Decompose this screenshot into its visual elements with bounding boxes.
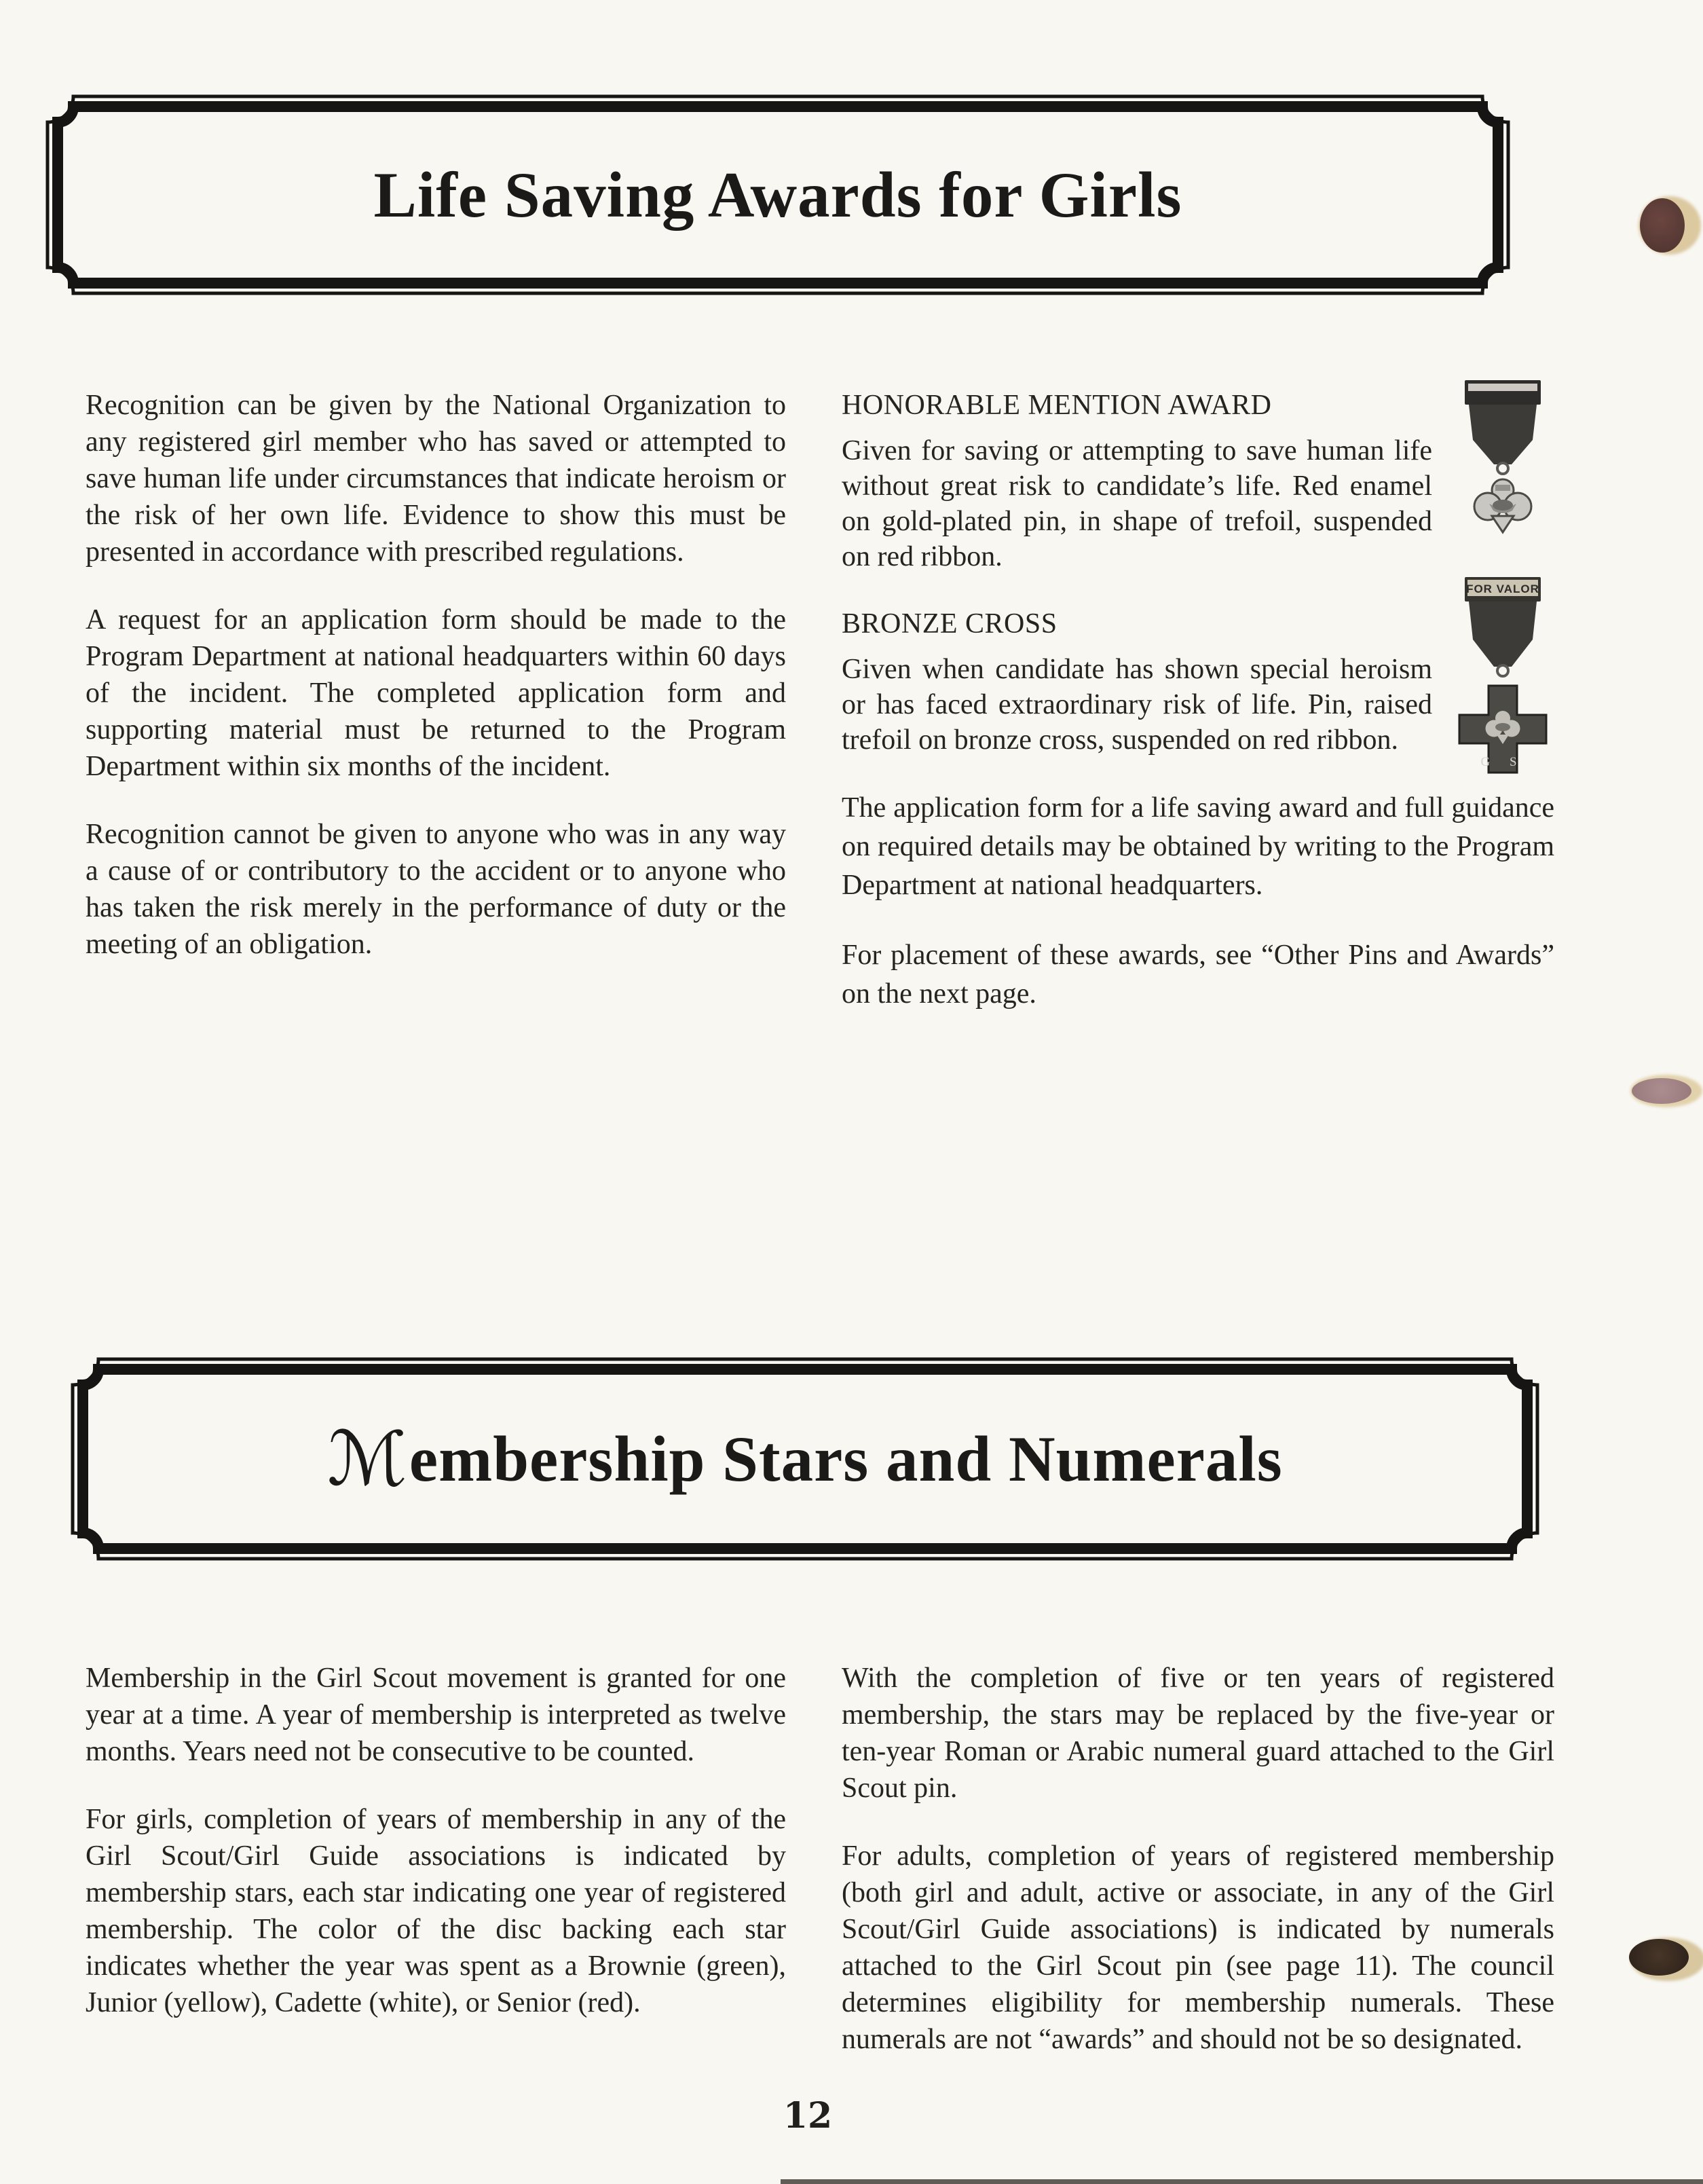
title-text: embership Stars and Numerals <box>409 1423 1283 1495</box>
binder-hole <box>1632 1078 1691 1104</box>
binder-hole <box>1629 1939 1689 1976</box>
life-saving-left-column <box>86 387 786 994</box>
page-number: 12 <box>783 2095 833 2136</box>
paragraph: Recognition cannot be given to anyone who was in any way a cause of or contributory to the accident or to anyone who has taken the risk merely in the performance of duty or the meeting of an obligation. <box>86 819 786 960</box>
paragraph: A request for an application form should be made to the Program Department at national headquarters within 60 days of the incident. The completed application form and supporting material must be returned to the Program Department within six months of the incident. <box>86 604 786 782</box>
award-description: Given when candidate has shown special heroism or has faced extraordinary risk of life. Pin, raised trefoil on bronze cross, suspended on red ribbon. <box>842 654 1432 756</box>
paragraph: The application form for a life saving award and full guidance on required details may be obtained by writing to the Program Department at national headquarters. <box>842 792 1554 901</box>
award-description: Given for saving or attempting to save human life without great risk to candidate’s life. Red enamel on gold-plated pin, in shape of trefoil, suspended on red ribbon. <box>842 435 1432 572</box>
medal-bar-text: FOR VALOR <box>1466 582 1539 595</box>
paragraph: For adults, completion of years of registered membership (both girl and adult, active or associate, in any of the Girl Scout/Girl Guide associations) is indicated by numerals attached to the Girl Scout pin (see page 11). The council determines eligibility for membership numerals. These numerals are not “awards” and should not be so designated. <box>842 1840 1554 2055</box>
membership-left-column <box>86 1660 786 2052</box>
bronze-cross-medal-icon <box>1444 572 1561 796</box>
honorable-mention-medal-icon <box>1444 375 1561 578</box>
membership-title-frame <box>70 1356 1540 1561</box>
paragraph: For girls, completion of years of membership in any of the Girl Scout/Girl Guide associations is indicated by membership stars, each star indicating one year of registered membership. The color of the disc backing each star indicates whether the year was spent as a Brownie (green), Junior (yellow), Cadette (white), or Senior (red). <box>86 1804 786 2018</box>
life-saving-title-frame <box>45 94 1511 296</box>
scan-edge-shadow <box>781 2179 1703 2184</box>
membership-right-column <box>842 1660 1554 2089</box>
award-heading-honorable-mention: HONORABLE MENTION AWARD <box>842 390 1272 421</box>
paragraph: With the completion of five or ten years of registered membership, the stars may be replaced by the five-year or ten-year Roman or Arabic numeral guard attached to the Girl Scout pin. <box>842 1663 1554 1804</box>
binder-hole <box>1640 198 1685 253</box>
medal-pendant-letters: G S <box>1480 755 1525 769</box>
paragraph: For placement of these awards, see “Other Pins and Awards” on the next page. <box>842 940 1554 1010</box>
paragraph: Recognition can be given by the National Organization to any registered girl member who has saved or attempted to save human life under circumstances that indicate heroism or the risk of her own life. Evidence to show this must be presented in accordance with prescribed regulations. <box>86 390 786 568</box>
section-title-life-saving: Life Saving Awards for Girls <box>373 159 1182 231</box>
paragraph: Membership in the Girl Scout movement is granted for one year at a time. A year of membership is interpreted as twelve months. Years need not be consecutive to be counted. <box>86 1663 786 1767</box>
script-initial: ℳ <box>327 1415 408 1502</box>
section-title-membership <box>70 1356 1540 1561</box>
award-heading-bronze-cross: BRONZE CROSS <box>842 608 1058 640</box>
